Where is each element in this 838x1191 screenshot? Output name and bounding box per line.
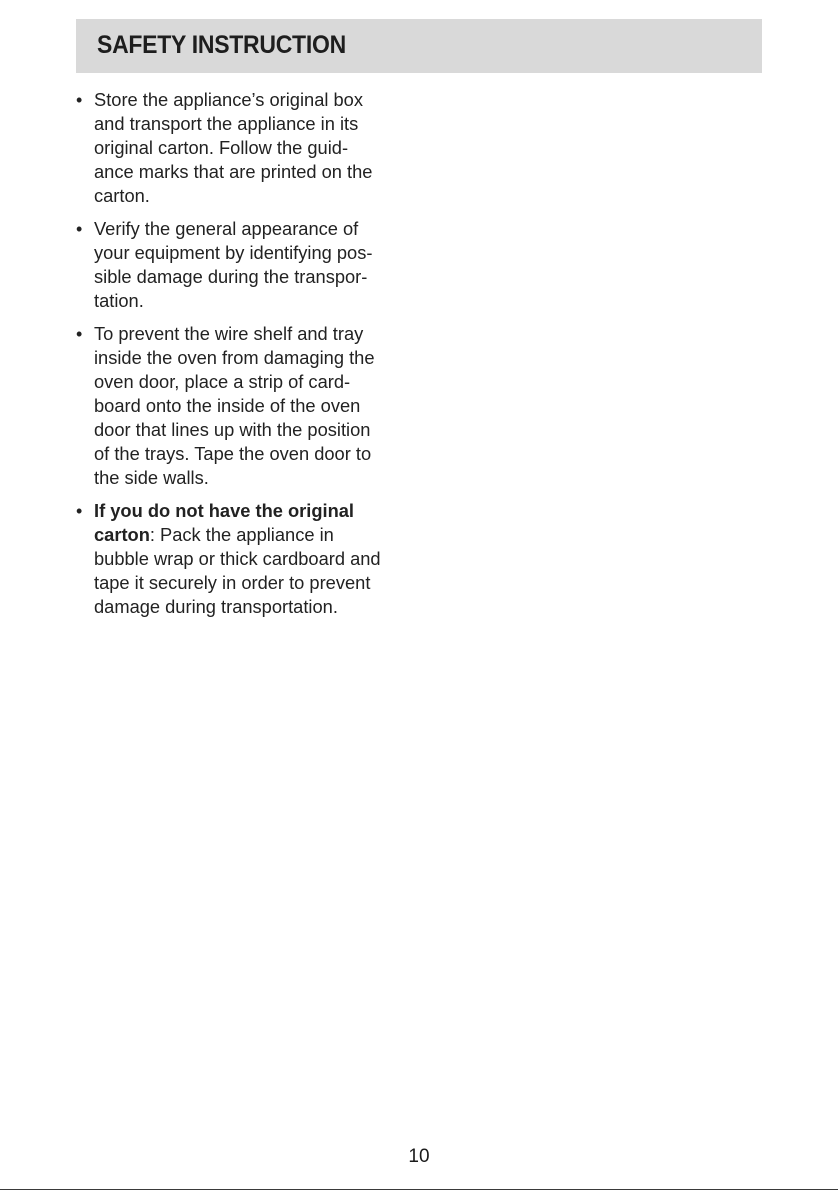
text-line-rest: : Pack the appliance in: [149, 524, 334, 545]
text-line: tape it securely in order to prevent: [94, 572, 371, 593]
bullet-icon: •: [76, 219, 83, 239]
text-line: carton.: [94, 185, 150, 206]
text-line: sible damage during the transpor-: [94, 266, 368, 287]
text-line: Verify the general appearance of: [94, 218, 359, 239]
text-line: bubble wrap or thick cardboard and: [94, 548, 381, 569]
text-line: oven door, place a strip of card-: [94, 371, 351, 392]
list-item-text: [94, 88, 421, 208]
section-header: [76, 19, 762, 73]
list-item: [76, 217, 421, 313]
bold-heading-line: If you do not have the original: [94, 500, 355, 521]
page-title: SAFETY INSTRUCTION: [97, 31, 346, 59]
text-line: and transport the appliance in its: [94, 113, 359, 134]
list-item: [76, 499, 421, 619]
list-item: [76, 88, 421, 208]
text-line: of the trays. Tape the oven door to: [94, 443, 372, 464]
bullet-icon: •: [76, 501, 83, 521]
list-item-text: [94, 322, 421, 490]
bullet-icon: •: [76, 90, 83, 110]
text-line: To prevent the wire shelf and tray: [94, 323, 364, 344]
text-line: board onto the inside of the oven: [94, 395, 361, 416]
text-line: original carton. Follow the guid-: [94, 137, 349, 158]
list-item-text: [94, 499, 421, 619]
text-line: your equipment by identifying pos-: [94, 242, 373, 263]
text-line: ance marks that are printed on the: [94, 161, 373, 182]
bold-term: carton: [94, 524, 150, 545]
list-item: [76, 322, 421, 490]
text-line: Store the appliance’s original box: [94, 89, 363, 110]
list-item-text: [94, 217, 421, 313]
bottom-divider: [0, 1189, 838, 1190]
bullet-list: [76, 88, 421, 628]
bullet-icon: •: [76, 324, 83, 344]
text-line: [94, 523, 421, 547]
text-line: the side walls.: [94, 467, 209, 488]
text-line: damage during transportation.: [94, 596, 338, 617]
page-number: 10: [408, 1146, 430, 1167]
text-line: door that lines up with the position: [94, 419, 371, 440]
text-line: tation.: [94, 290, 144, 311]
text-line: inside the oven from damaging the: [94, 347, 375, 368]
